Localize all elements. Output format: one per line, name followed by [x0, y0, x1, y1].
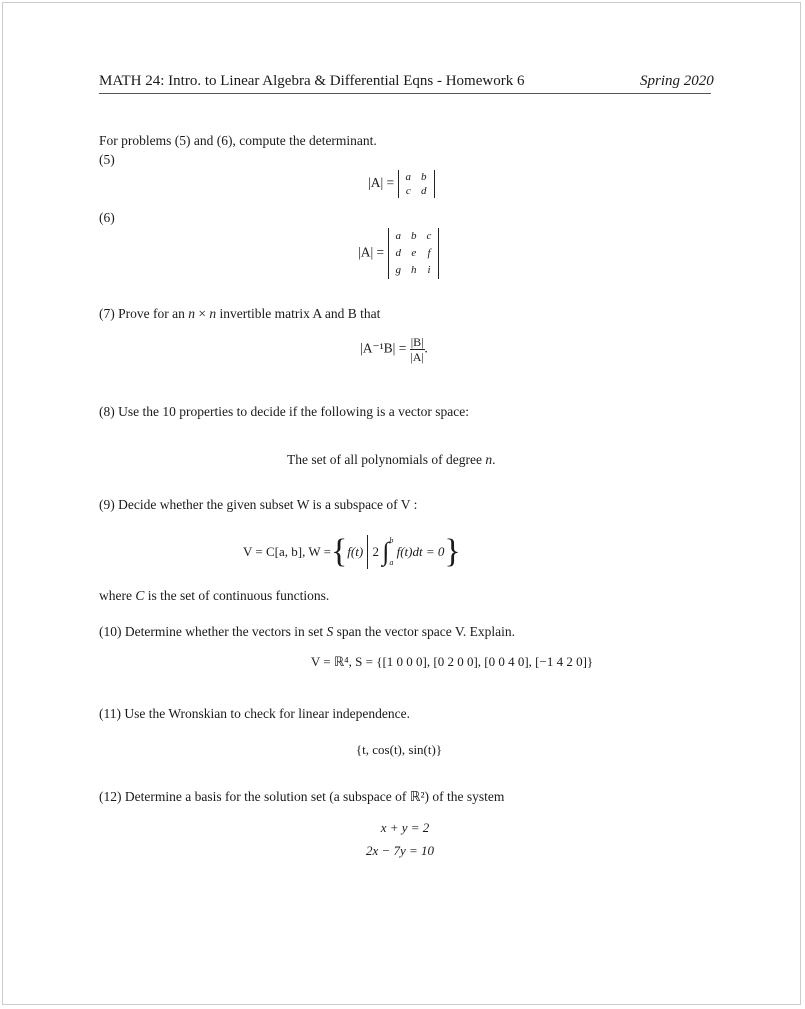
problem-6-equation: |A| = a b c d e f g h i — [358, 228, 439, 279]
problem-8-text: (8) Use the 10 properties to decide if the following is a vector space: — [99, 404, 470, 419]
matrix-2x2: a b c d — [398, 170, 435, 198]
problem-12-text: (12) Determine a basis for the solution set (a subspace of ℝ²) of the system — [99, 789, 505, 804]
intro-text: For problems (5) and (6), compute the determinant. — [99, 133, 377, 148]
problem-5-equation: |A| = a b c d — [368, 170, 435, 198]
problem-12-equation-1: x + y = 2 — [380, 820, 430, 835]
header-rule — [99, 93, 711, 94]
problem-11-set: {t, cos(t), sin(t)} — [355, 742, 443, 757]
problem-7-equation: |A⁻¹B| = $\frac{|B|}{|A|}$ . — [360, 335, 428, 364]
matrix-3x3: a b c d e f g h i — [388, 228, 440, 279]
header-title: MATH 24: Intro. to Linear Algebra & Differential Eqns - Homework 6 — [99, 73, 525, 89]
header-term: Spring 2020 — [640, 73, 714, 89]
problem-7-text: (7) Prove for an n × n invertible matrix A and B that — [99, 306, 381, 321]
problem-6-label: (6) — [99, 210, 115, 225]
problem-9-note: where C is the set of continuous functions. — [99, 588, 330, 603]
problem-9-text: (9) Decide whether the given subset W is a subspace of V : — [99, 497, 418, 512]
problem-12-equation-2: 2x − 7y = 10 — [365, 843, 435, 858]
problem-10-equation: V = ℝ⁴, S = {[1 0 0 0], [0 2 0 0], [0 0 4 0], [−1 4 2 0]} — [310, 654, 594, 669]
problem-11-text: (11) Use the Wronskian to check for linear independence. — [99, 706, 410, 721]
problem-10-text: (10) Determine whether the vectors in set S span the vector space V. Explain. — [99, 624, 515, 639]
problem-9-equation: V = C[a, b], W ={f(t) 2 ∫ b a f(t)dt = 0} — [243, 533, 461, 570]
problem-8-set: The set of all polynomials of degree n. — [287, 452, 496, 467]
problem-5-label: (5) — [99, 152, 115, 167]
